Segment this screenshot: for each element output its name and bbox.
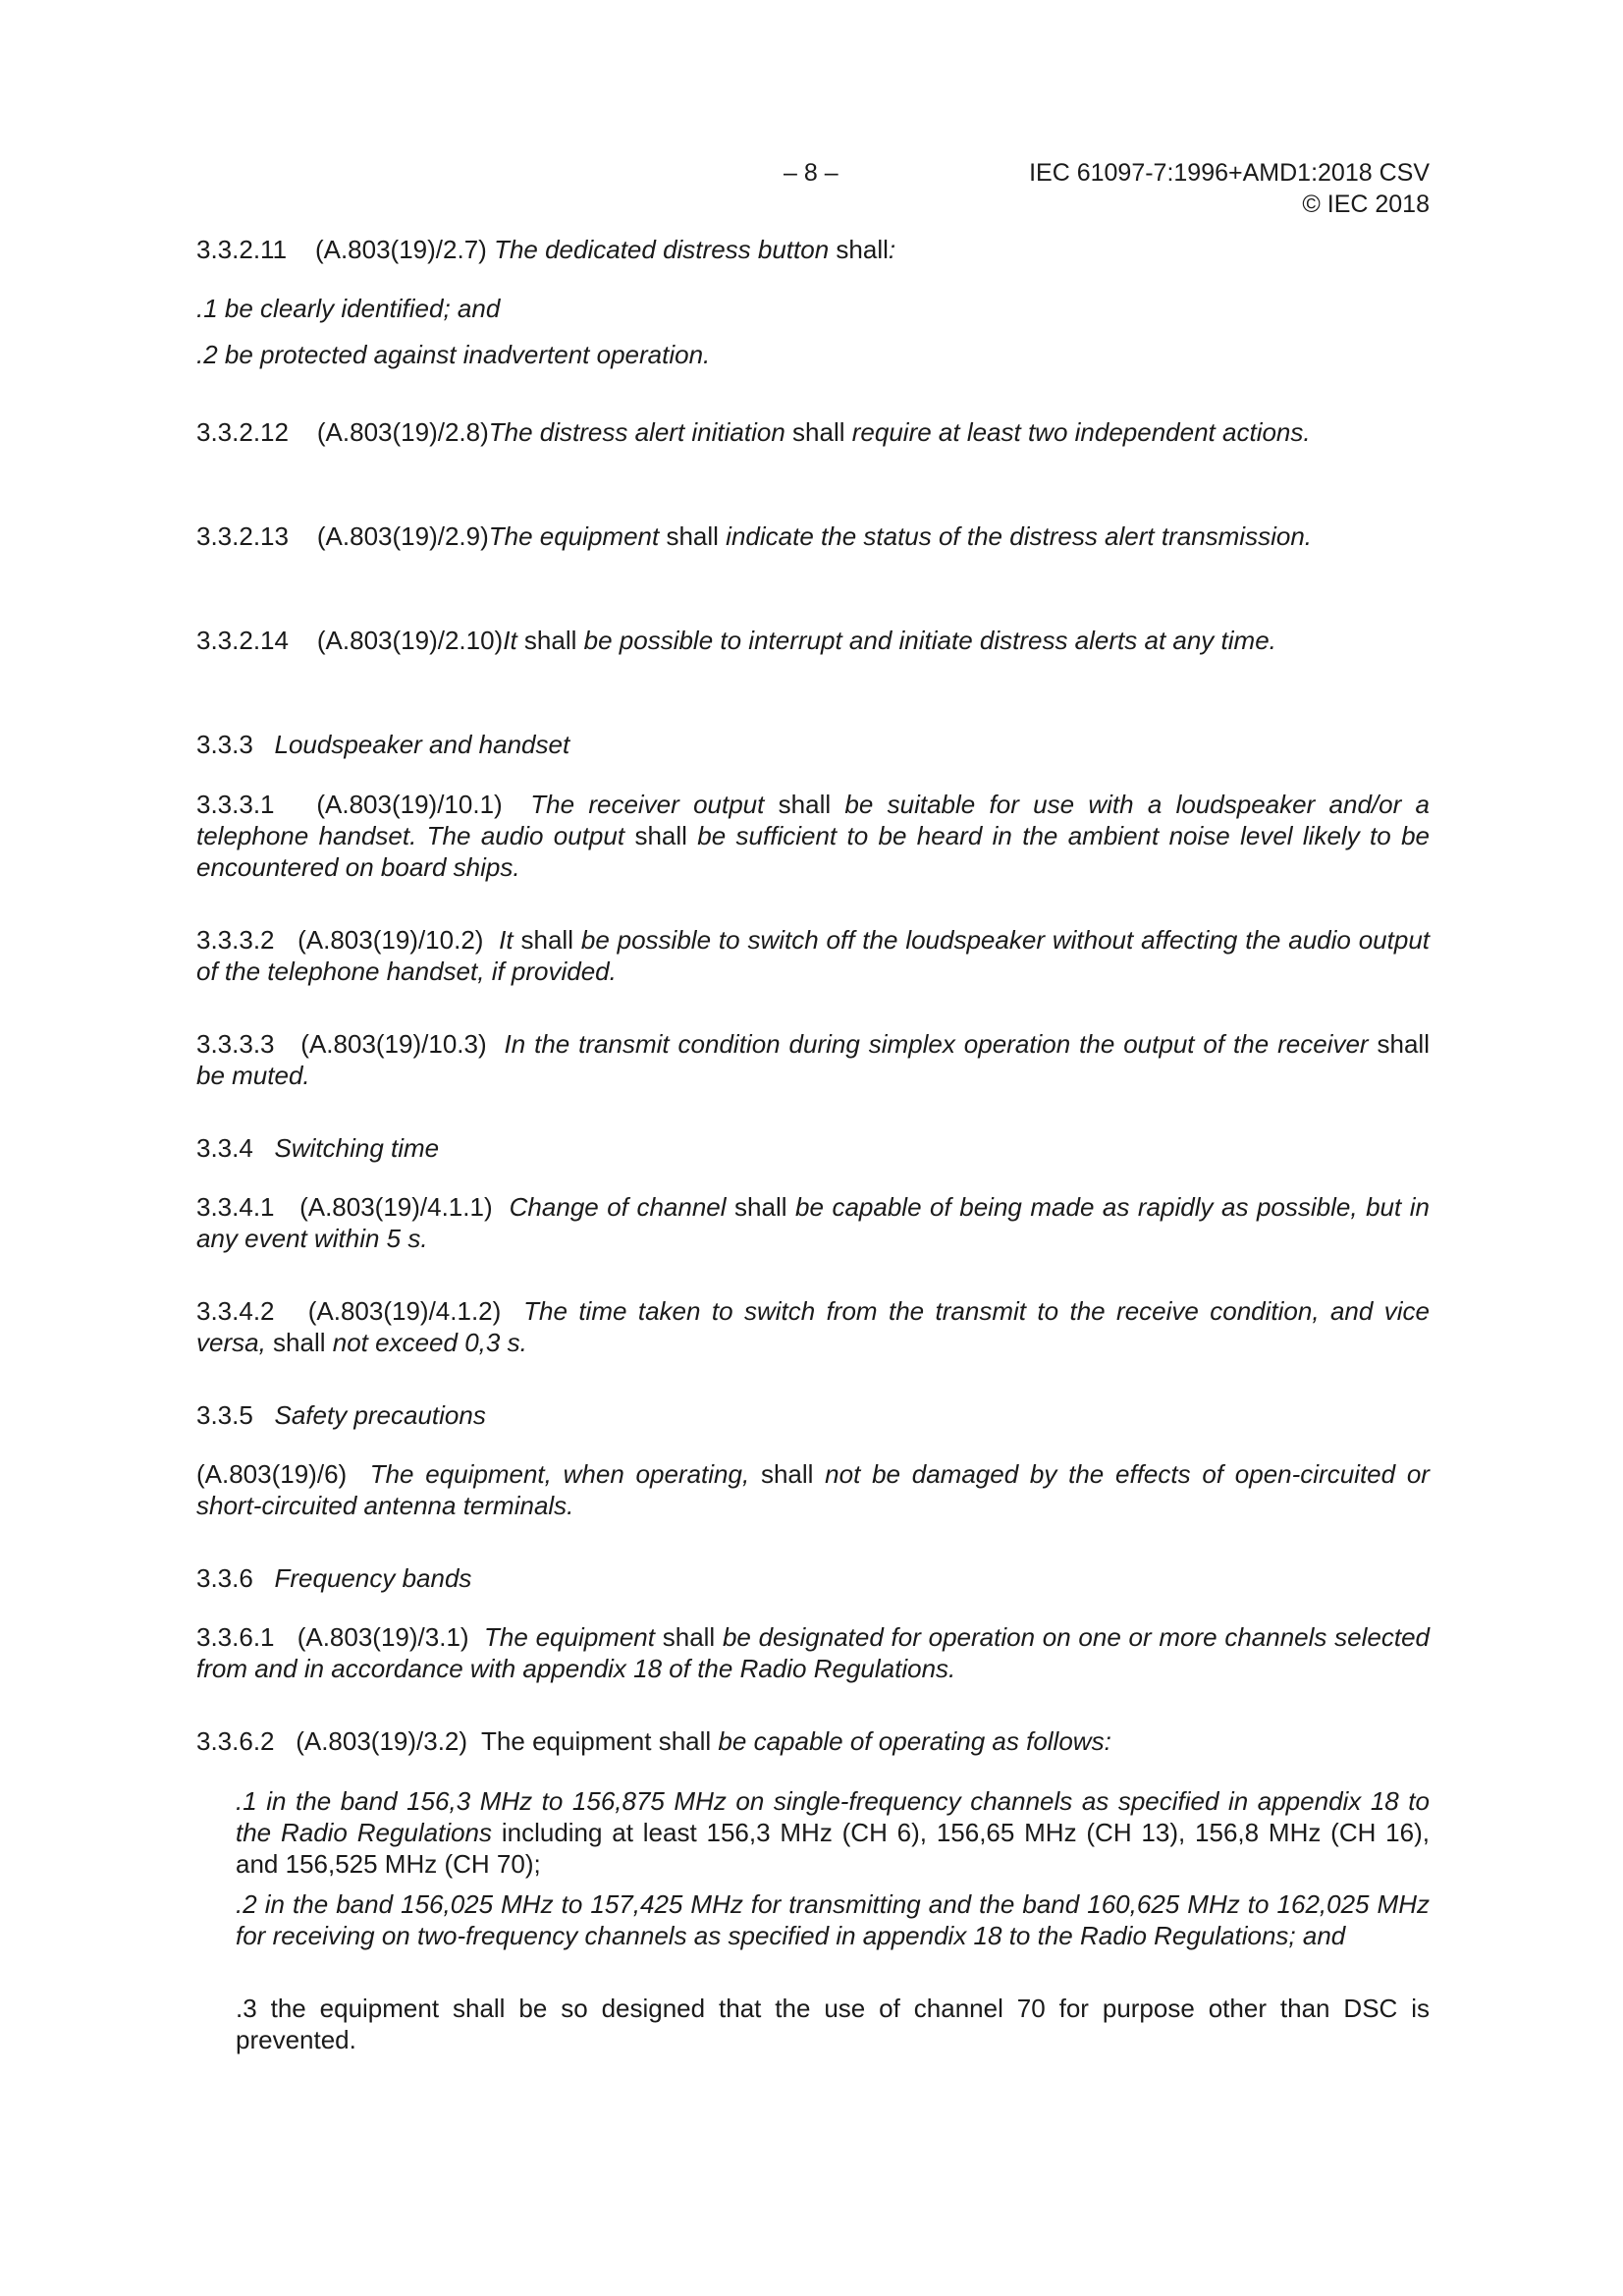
document-id: IEC 61097-7:1996+AMD1:2018 CSV <box>1029 159 1430 187</box>
page-number: – 8 – <box>784 159 839 187</box>
heading-3-3-6: 3.3.6 Frequency bands <box>196 1563 472 1593</box>
clause-3-3-4-2: 3.3.4.2 (A.803(19)/4.1.2) The time taken to switch from the transmit to the receive condition, and vice versa, shall not exceed 0,3 s. <box>196 1296 1430 1357</box>
clause-3-3-6-1: 3.3.6.1 (A.803(19)/3.1) The equipment shall be designated for operation on one or more channels selected from and in accordance with appendix 18 of the Radio Regulations. <box>196 1622 1430 1683</box>
clause-3-3-2-11: 3.3.2.11 (A.803(19)/2.7) The dedicated distress button shall: <box>196 235 896 264</box>
clause-3-3-4-1: 3.3.4.1 (A.803(19)/4.1.1) Change of channel shall be capable of being made as rapidly as possible, but in any event within 5 s. <box>196 1192 1430 1253</box>
page-header <box>196 157 1430 226</box>
heading-3-3-3: 3.3.3 Loudspeaker and handset <box>196 730 570 759</box>
list-item: .3 the equipment shall be so designed that the use of channel 70 for purpose other than DSC is prevented. <box>236 1994 1430 2054</box>
clause-3-3-6-2: 3.3.6.2 (A.803(19)/3.2) The equipment shall be capable of operating as follows: <box>196 1726 1111 1756</box>
clause-3-3-3-2: 3.3.3.2 (A.803(19)/10.2) It shall be possible to switch off the loudspeaker without affecting the audio output of the telephone handset, if provided. <box>196 925 1430 986</box>
heading-3-3-5: 3.3.5 Safety precautions <box>196 1400 486 1430</box>
list-item: .2 be protected against inadvertent operation. <box>196 340 711 369</box>
clause-3-3-3-3: 3.3.3.3 (A.803(19)/10.3) In the transmit condition during simplex operation the output of the receiver shall be muted. <box>196 1029 1430 1090</box>
clause-3-3-2-13: 3.3.2.13 (A.803(19)/2.9)The equipment shall indicate the status of the distress alert transmission. <box>196 521 1313 551</box>
clause-3-3-2-12: 3.3.2.12 (A.803(19)/2.8)The distress alert initiation shall require at least two independent actions. <box>196 417 1311 447</box>
clause-3-3-2-14: 3.3.2.14 (A.803(19)/2.10)It shall be possible to interrupt and initiate distress alerts at any time. <box>196 626 1276 655</box>
list-item: .1 in the band 156,3 MHz to 156,875 MHz on single-frequency channels as specified in appendix 18 to the Radio Regulations including at least 156,3 MHz (CH 6), 156,65 MHz (CH 13), 156,8 MHz (CH 16), and 156,525 MHz (CH 70); <box>236 1786 1430 1879</box>
list-item: .1 be clearly identified; and <box>196 294 501 323</box>
clause-3-3-3-1: 3.3.3.1 (A.803(19)/10.1) The receiver output shall be suitable for use with a loudspeaker and/or a telephone handset. The audio output shall be sufficient to be heard in the ambient noise level likely to be encountered on board ships. <box>196 790 1430 882</box>
list-item: .2 in the band 156,025 MHz to 157,425 MHz for transmitting and the band 160,625 MHz to 162,025 MHz for receiving on two-frequency channels as specified in appendix 18 to the Radio Regulations; and <box>236 1889 1430 1950</box>
clause-3-3-5: (A.803(19)/6) The equipment, when operating, shall not be damaged by the effects of open-circuited or short-circuited antenna terminals. <box>196 1459 1430 1520</box>
copyright-notice: © IEC 2018 <box>1302 191 1430 218</box>
heading-3-3-4: 3.3.4 Switching time <box>196 1133 440 1163</box>
